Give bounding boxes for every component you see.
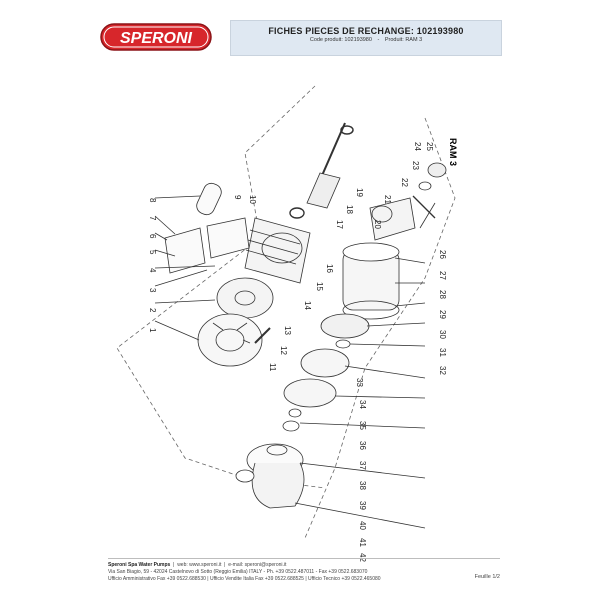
part-number-36: 36: [358, 441, 367, 450]
part-number-31: 31: [438, 348, 447, 357]
part-number-28: 28: [438, 290, 447, 299]
part-number-4: 4: [148, 268, 157, 273]
exploded-parts-drawing: [95, 78, 505, 553]
part-number-37: 37: [358, 461, 367, 470]
part-number-20: 20: [373, 220, 382, 229]
part-number-7: 7: [148, 216, 157, 221]
part-number-14: 14: [303, 301, 312, 310]
footer-offices: Ufficio Amministrativo Fax +39 0522.688530 | Ufficio Vendite Italia Fax +39 0522.688525 | Ufficio Tecnico +39 0522.465080: [108, 576, 381, 582]
part-number-40: 40: [358, 521, 367, 530]
product-info: [230, 37, 502, 43]
part-number-34: 34: [358, 400, 367, 409]
model-label: RAM 3: [448, 138, 458, 167]
part-number-19: 19: [355, 188, 364, 197]
part-number-11: 11: [268, 363, 277, 372]
footer-email: e-mail: speroni@speroni.it: [228, 562, 287, 568]
part-number-5: 5: [148, 250, 157, 255]
part-number-22: 22: [400, 178, 409, 187]
part-number-23: 23: [411, 161, 420, 170]
speroni-logo: [100, 23, 212, 51]
part-number-10: 10: [248, 195, 257, 204]
part-number-25: 25: [425, 142, 434, 151]
part-number-3: 3: [148, 288, 157, 293]
footer: Speroni Spa Water Pumps | web: www.speroni.it | e-mail: speroni@speroni.it Via San Biagio, 59 - 42024 Castelnovo di Sotto (Reggio Emilia) ITALY - Ph. +39 0522.487011 - Fax +39 0522.683070 Ufficio Amministrativo Fax +39 0522.688530 | Ufficio Vendite Italia Fax +39 0522.688525 | Ufficio Tecnico +39 0522.465080: [108, 562, 500, 583]
footer-address: Via San Biagio, 59 - 42024 Castelnovo di Sotto (Reggio Emilia) ITALY - Ph. +39 0522.487011 - Fax +39 0522.683070: [108, 569, 368, 575]
sheet-number: Feuille 1/2: [474, 574, 500, 580]
part-number-30: 30: [438, 330, 447, 339]
part-number-12: 12: [279, 346, 288, 355]
part-number-27: 27: [438, 271, 447, 280]
product-name: Produit: RAM 3: [384, 37, 423, 43]
separator: -: [377, 37, 380, 43]
part-number-38: 38: [358, 481, 367, 490]
part-number-6: 6: [148, 234, 157, 239]
part-number-33: 33: [355, 378, 364, 387]
product-code: Code produit: 102193980: [309, 37, 372, 43]
part-number-9: 9: [233, 195, 242, 200]
part-number-32: 32: [438, 366, 447, 375]
company-name: Speroni Spa Water Pumps: [108, 562, 171, 568]
part-number-21: 21: [383, 195, 392, 204]
part-number-17: 17: [335, 220, 344, 229]
part-number-18: 18: [345, 205, 354, 214]
footer-divider: [108, 558, 500, 559]
part-number-35: 35: [358, 421, 367, 430]
part-number-41: 41: [358, 538, 367, 547]
part-number-39: 39: [358, 501, 367, 510]
footer-web: web: www.speroni.it: [177, 562, 222, 568]
part-number-13: 13: [283, 326, 292, 335]
part-number-16: 16: [325, 264, 334, 273]
part-number-15: 15: [315, 282, 324, 291]
part-number-8: 8: [148, 198, 157, 203]
page-title: FICHES PIECES DE RECHANGE: 102193980: [268, 26, 464, 36]
part-number-26: 26: [438, 250, 447, 259]
logo-text: SPERONI: [119, 30, 193, 47]
part-number-1: 1: [148, 328, 157, 333]
part-number-24: 24: [413, 142, 422, 151]
part-number-29: 29: [438, 310, 447, 319]
part-number-2: 2: [148, 308, 157, 313]
